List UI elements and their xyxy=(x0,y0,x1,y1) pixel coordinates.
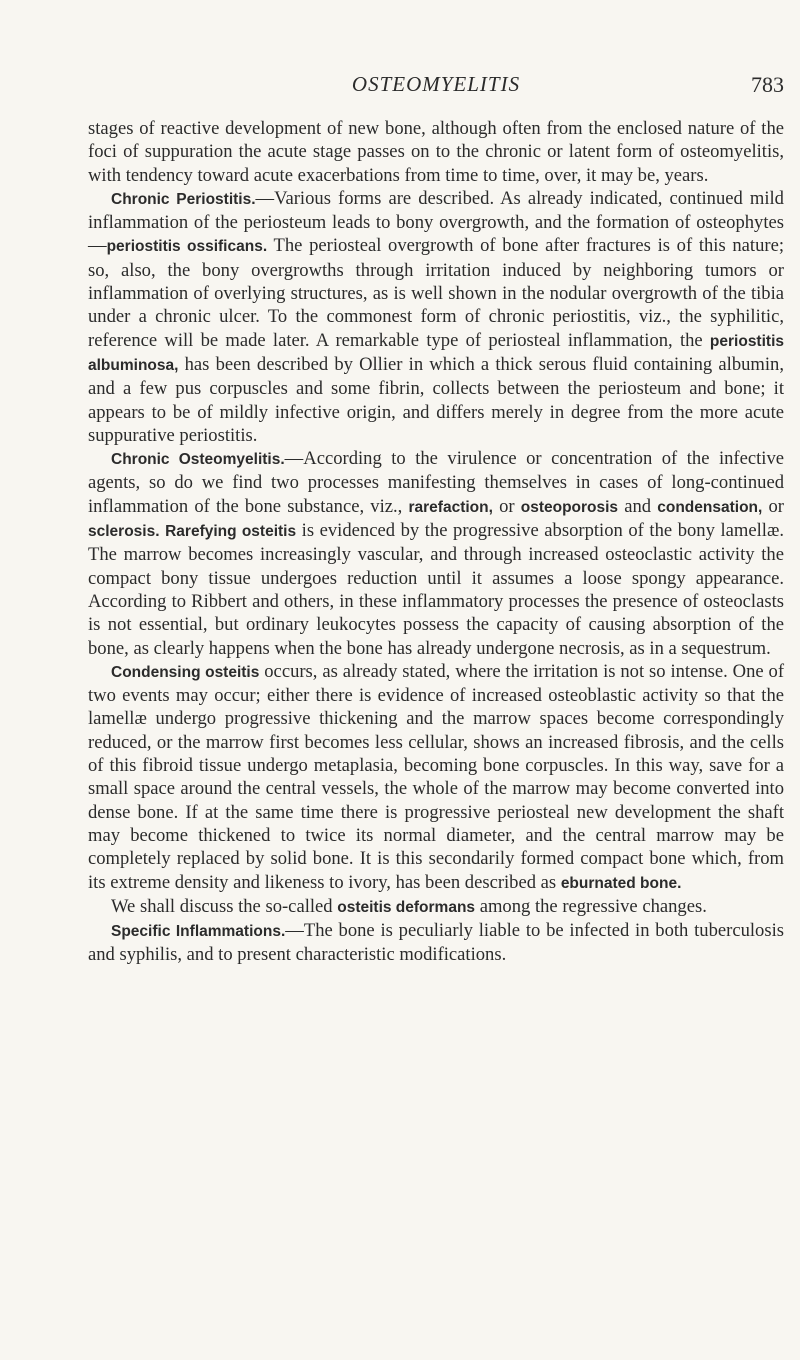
text-run: among the regressive changes. xyxy=(475,895,707,917)
bold-term: osteoporosis xyxy=(520,498,619,516)
text-run: We shall discuss the so-called xyxy=(111,895,338,917)
paragraph xyxy=(88,187,784,447)
text-run: is evidenced by the progressive absorption of the bony lamellæ. The marrow becomes increasingly vascular, and through increased osteoclastic activity the compact bony tissue undergoes reduction until it assumes a loose spongy appearance. According to Ribbert and others, in these inflammatory processes the presence of osteoclasts is not essential, but ordinary leukocytes possess the capacity of causing absorption of the bone, as clearly happens when the bone has already undergone necrosis, as in a sequestrum. xyxy=(88,520,784,659)
bold-term: periostitis albuminosa, xyxy=(88,332,784,374)
text-run: —Various forms are described. As already indicated, continued mild inflammation of the periosteum leads to bony overgrowth, and the formation of osteophytes— xyxy=(88,187,784,257)
bold-term: Specific Inflammations. xyxy=(111,923,286,941)
paragraph xyxy=(88,660,784,895)
text-run: has been described by Ollier in which a thick serous fluid containing albumin, and a few pus corpuscles and some fibrin, collects between the periosteum and bone; it appears to be of mildly infective origin, and differs merely in degree from the more acute suppurative periostitis. xyxy=(88,353,784,446)
bold-term: osteitis deformans xyxy=(337,898,476,916)
text-run: and xyxy=(618,495,658,517)
paragraph xyxy=(88,895,784,919)
paragraph xyxy=(88,919,784,967)
running-title: OSTEOMYELITIS xyxy=(351,72,521,96)
bold-term: rarefaction, xyxy=(408,498,493,516)
bold-term: Condensing osteitis xyxy=(111,663,260,681)
bold-term: condensation, xyxy=(657,498,763,516)
bold-term: Chronic Osteomyelitis. xyxy=(111,451,285,469)
bold-term: periostitis ossificans. xyxy=(106,238,268,256)
text-run: The periosteal overgrowth of bone after fractures is of this nature; so, also, the bony overgrowths through irritation induced by neighboring tumors or inflammation of overlying structures, as is well shown in the nodular overgrowth of the tibia under a chronic ulcer. To the commonest form of chronic periostitis, viz., the syphilitic, reference will be made later. A remarkable type of periosteal inflammation, the xyxy=(88,235,785,351)
text-run: or xyxy=(762,495,784,517)
paragraph xyxy=(88,117,784,187)
running-head xyxy=(88,70,784,100)
bold-term: Chronic Periostitis. xyxy=(111,190,256,208)
text-run: —According to the virulence or concentration of the infective agents, so do we find two processes manifesting themselves in cases of long-continued inflammation of the bone substance, viz., xyxy=(88,448,784,517)
text-run: occurs, as already stated, where the irritation is not so intense. One of two events may occur; either there is evidence of increased osteoblastic activity so that the lamellæ undergo progressive thickening and the marrow spaces become correspondingly reduced, or the marrow first becomes less cellular, shows an increased fibrosis, and the cells of this fibroid tissue undergo metaplasia, becoming bone corpuscles. In this way, save for a small space around the central vessels, the whole of the marrow may become converted into dense bone. If at the same time there is progressive periosteal new development the shaft may become thickened to twice its normal diameter, and the central marrow may be completely replaced by solid bone. It is this secondarily formed compact bone which, from its extreme density and likeness to ivory, has been described as xyxy=(88,660,785,893)
body-text xyxy=(88,117,784,967)
bold-term: Rarefying osteitis xyxy=(165,523,297,541)
page-number: 783 xyxy=(751,72,784,97)
text-run: stages of reactive development of new bone, although often from the enclosed nature of the foci of suppuration the acute stage passes on to the chronic or latent form of osteomyelitis, with tendency toward acute exacerbations from time to time, over, it may be, years. xyxy=(88,118,784,186)
bold-term: sclerosis. xyxy=(88,523,160,541)
text-run: —The bone is peculiarly liable to be infected in both tuberculosis and syphilis, and to present characteristic modifications. xyxy=(88,920,784,966)
bold-term: eburnated bone. xyxy=(560,874,682,892)
paragraph xyxy=(88,447,784,660)
text-run: or xyxy=(492,495,521,517)
